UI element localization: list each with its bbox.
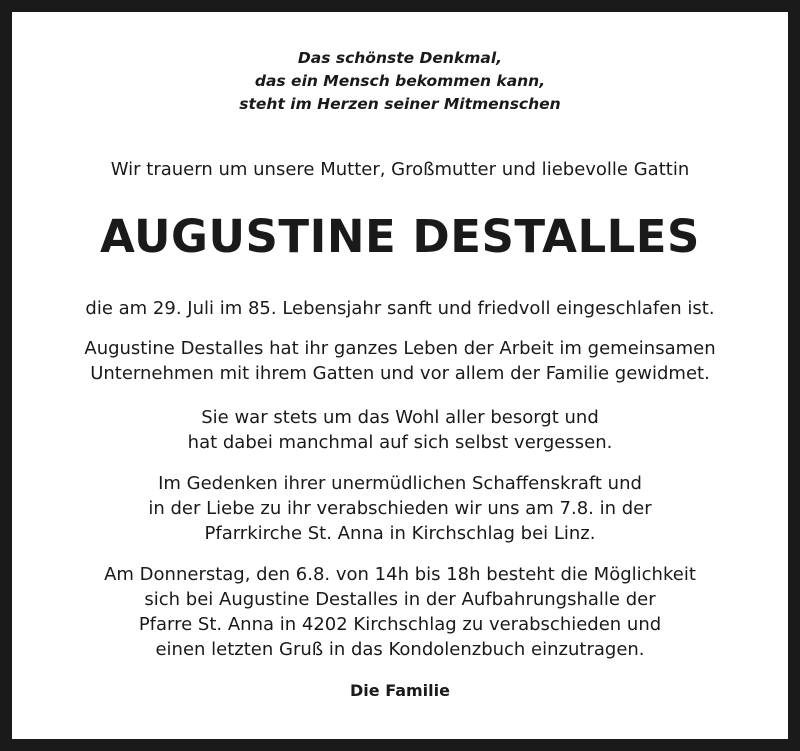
deceased-name: AUGUSTINE DESTALLES	[100, 210, 700, 263]
paragraph-line: sich bei Augustine Destalles in der Aufbahrungshalle der	[144, 589, 656, 610]
quote-line: steht im Herzen seiner Mitmenschen	[239, 95, 561, 113]
paragraph-line: Pfarre St. Anna in 4202 Kirchschlag zu verabschieden und	[138, 614, 662, 635]
paragraph-line: in der Liebe zu ihr verabschieden wir uns am 7.8. in der	[148, 498, 652, 519]
mourning-intro: Wir trauern um unsere Mutter, Großmutter und liebevolle Gattin	[110, 159, 690, 180]
quote-line: das ein Mensch bekommen kann,	[254, 72, 546, 90]
paragraph-line: Sie war stets um das Wohl aller besorgt und	[201, 407, 599, 428]
paragraph-line: hat dabei manchmal auf sich selbst vergessen.	[187, 432, 613, 453]
paragraph-line: die am 29. Juli im 85. Lebensjahr sanft und friedvoll eingeschlafen ist.	[85, 298, 715, 319]
paragraph-line: Unternehmen mit ihrem Gatten und vor allem der Familie gewidmet.	[90, 363, 710, 384]
paragraph-line: Am Donnerstag, den 6.8. von 14h bis 18h besteht die Möglichkeit	[104, 564, 696, 585]
paragraph-line: Augustine Destalles hat ihr ganzes Leben der Arbeit im gemeinsamen	[84, 338, 716, 359]
paragraph-line: einen letzten Gruß in das Kondolenzbuch einzutragen.	[155, 639, 645, 660]
quote-line: Das schönste Denkmal,	[297, 49, 503, 67]
paragraph-line: Pfarrkirche St. Anna in Kirchschlag bei Linz.	[204, 523, 596, 544]
paragraph-line: Im Gedenken ihrer unermüdlichen Schaffenskraft und	[158, 473, 642, 494]
family-signature: Die Familie	[350, 681, 450, 700]
